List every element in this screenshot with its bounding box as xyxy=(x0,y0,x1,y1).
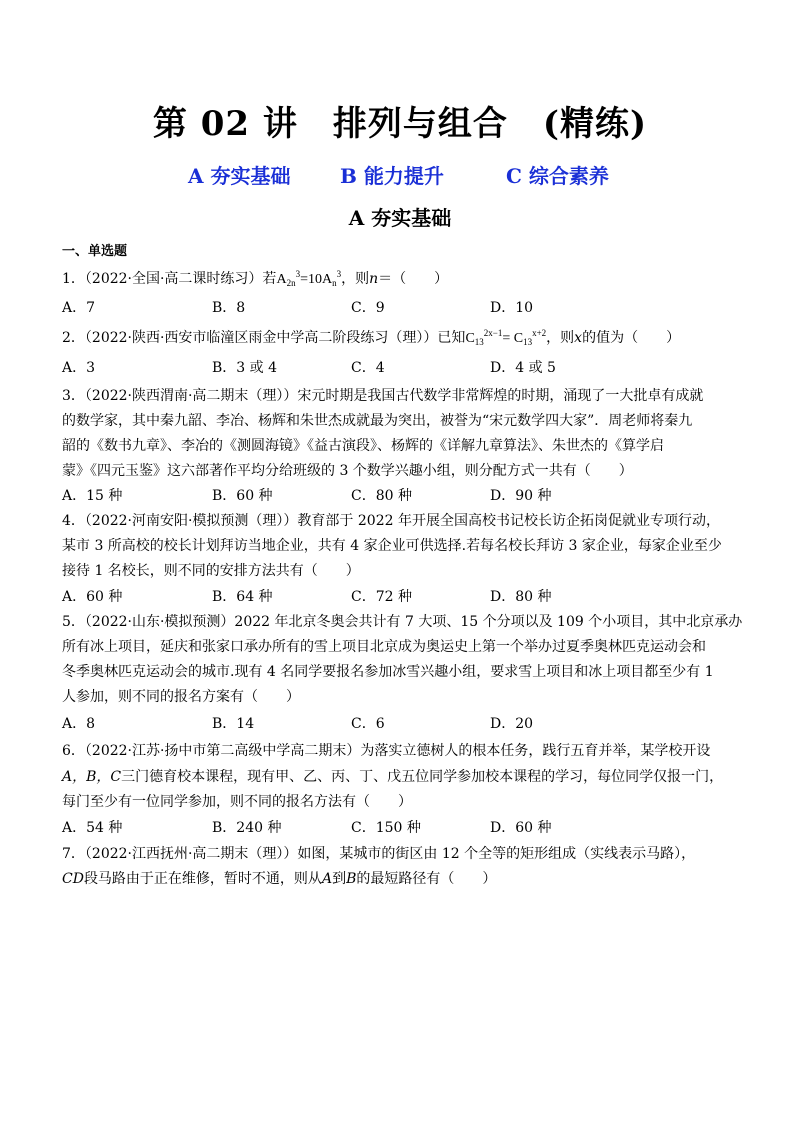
q3-option-b[interactable]: B．60 种 xyxy=(212,488,273,504)
q5-option-c[interactable]: C．6 xyxy=(351,716,385,732)
question-3-line: 3．（2022·陕西渭南·高二期末（理））宋元时期是我国古代数学非常辉煌的时期，涌现了一大批卓有成就 xyxy=(62,388,704,404)
section-title: A 夯实基础 xyxy=(348,206,452,230)
q3-option-d[interactable]: D．90 种 xyxy=(490,488,552,504)
q6-option-b[interactable]: B．240 种 xyxy=(212,820,282,836)
question-5-line: 5．（2022·山东·模拟预测）2022 年北京冬奥会共计有 7 大项、15 个分项以及 109 个小项目，其中北京承办 xyxy=(62,614,743,630)
question-6-line: A，B，C三门德育校本课程，现有甲、乙、丙、丁、戊五位同学参加校本课程的学习，每位同学仅报一门， xyxy=(62,769,724,785)
q1-option-c[interactable]: C．9 xyxy=(351,300,385,316)
question-3-line: 韶的《数书九章》、李冶的《测圆海镜》《益古演段》、杨辉的《详解九章算法》、朱世杰的《算学启 xyxy=(62,438,664,454)
question-6-line: 6．（2022·江苏·扬中市第二高级中学高二期末）为落实立德树人的根本任务，践行五育并举，某学校开设 xyxy=(62,743,711,759)
question-5-line: 冬季奥林匹克运动会的城市.现有 4 名同学要报名参加冰雪兴趣小组，要求雪上项目和冰上项目都至少有 1 xyxy=(62,664,714,680)
q1-option-a[interactable]: A．7 xyxy=(62,300,96,316)
q2-option-c[interactable]: C．4 xyxy=(351,360,385,376)
page-title: 第 02 讲 排列与组合 (精练) xyxy=(152,104,648,144)
question-5-line: 所有冰上项目，延庆和张家口承办所有的雪上项目北京成为奥运史上第一个举办过夏季奥林匹克运动会和 xyxy=(62,639,706,655)
q5-option-d[interactable]: D．20 xyxy=(490,716,534,732)
question-3-line: 蒙》《四元玉鉴》这六部著作平均分给班级的 3 个数学兴趣小组，则分配方式一共有（ ） xyxy=(62,463,633,479)
question-7-line: 7．（2022·江西抚州·高二期末（理））如图，某城市的街区由 12 个全等的矩形组成（实线表示马路）， xyxy=(62,846,696,862)
question-1-stem: 1．（2022·全国·高二课时练习）若$A_{2n}^3=10A_n^3$，则n＝（ ） xyxy=(62,269,449,288)
q4-option-d[interactable]: D．80 种 xyxy=(490,589,552,605)
q5-option-b[interactable]: B．14 xyxy=(212,716,255,732)
nav-link-c[interactable]: C 综合素养 xyxy=(506,164,609,188)
question-group-heading: 一、单选题 xyxy=(62,244,128,259)
q6-option-d[interactable]: D．60 种 xyxy=(490,820,552,836)
question-2-stem: 2．（2022·陕西·西安市临潼区雨金中学高二阶段练习（理））已知$C_{13}^{2x-1}= C_{13}^{x+2}$，则x的值为（ ） xyxy=(62,328,681,347)
q4-option-b[interactable]: B．64 种 xyxy=(212,589,273,605)
q1-option-b[interactable]: B．8 xyxy=(212,300,246,316)
question-4-line: 某市 3 所高校的校长计划拜访当地企业，共有 4 家企业可供选择.若每名校长拜访 3 家企业，每家企业至少 xyxy=(62,538,722,554)
question-5-line: 人参加，则不同的报名方案有（ ） xyxy=(62,689,300,705)
q1-option-d[interactable]: D．10 xyxy=(490,300,534,316)
q2-option-a[interactable]: A．3 xyxy=(62,360,96,376)
q2-option-b[interactable]: B．3 或 4 xyxy=(212,360,278,376)
question-3-line: 的数学家，其中秦九韶、李冶、杨辉和朱世杰成就最为突出，被誉为“宋元数学四大家”．周老师将秦九 xyxy=(62,413,693,429)
q3-option-a[interactable]: A．15 种 xyxy=(62,488,123,504)
question-7-line: CD段马路由于正在维修，暂时不通，则从A到B的最短路径有（ ） xyxy=(62,871,497,887)
question-6-line: 每门至少有一位同学参加，则不同的报名方法有（ ） xyxy=(62,794,412,810)
q5-option-a[interactable]: A．8 xyxy=(62,716,96,732)
question-4-line: 接待 1 名校长，则不同的安排方法共有（ ） xyxy=(62,563,360,579)
q6-option-c[interactable]: C．150 种 xyxy=(351,820,421,836)
q3-option-c[interactable]: C．80 种 xyxy=(351,488,412,504)
nav-link-b[interactable]: B 能力提升 xyxy=(340,164,444,188)
q4-option-c[interactable]: C．72 种 xyxy=(351,589,412,605)
q4-option-a[interactable]: A．60 种 xyxy=(62,589,123,605)
nav-link-a[interactable]: A 夯实基础 xyxy=(188,164,291,188)
q6-option-a[interactable]: A．54 种 xyxy=(62,820,123,836)
question-4-line: 4．（2022·河南安阳·模拟预测（理））教育部于 2022 年开展全国高校书记校长访企拓岗促就业专项行动， xyxy=(62,513,720,529)
q2-option-d[interactable]: D．4 或 5 xyxy=(490,360,556,376)
